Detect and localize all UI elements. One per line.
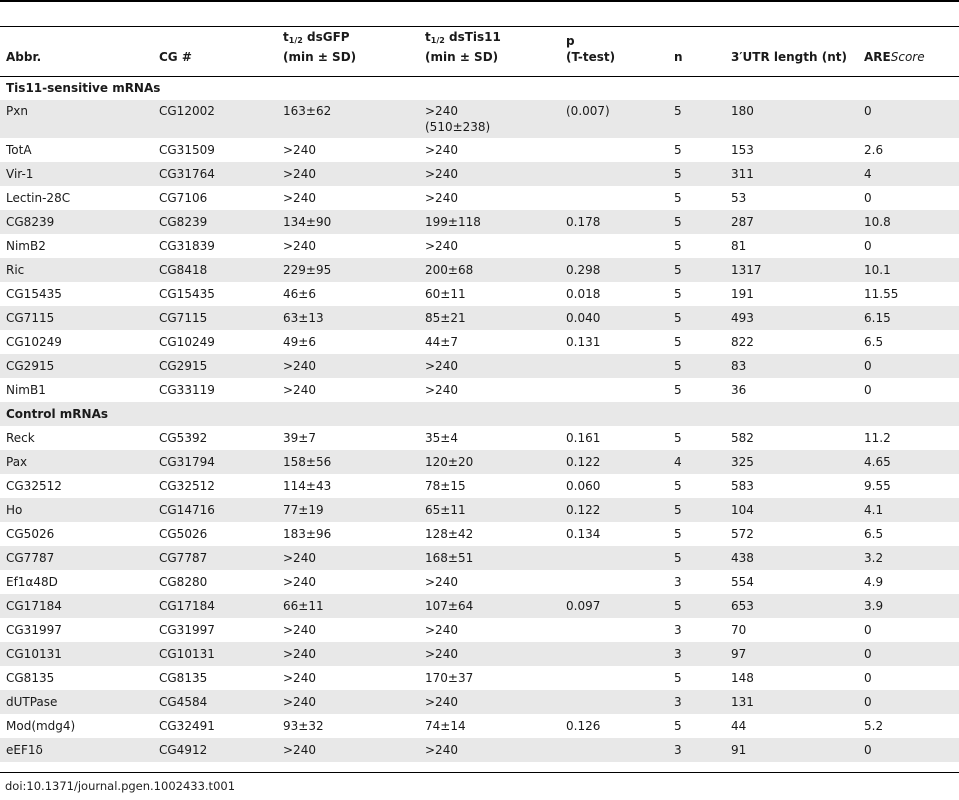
cell-t-tis: 44±7 <box>425 335 458 349</box>
cell-are: 5.2 <box>864 719 884 733</box>
section-title: Control mRNAs <box>0 402 959 426</box>
cell-t-gfp: >240 <box>283 671 316 685</box>
cell-p <box>560 186 668 210</box>
cell-are: 0 <box>864 191 872 205</box>
cell-t-gfp: 63±13 <box>277 306 419 330</box>
cell-are: 11.55 <box>864 287 899 301</box>
cell-utr: 70 <box>731 623 747 637</box>
cell-utr: 287 <box>725 210 858 234</box>
cell-abbr: CG10131 <box>0 642 153 666</box>
cell-cg: CG31997 <box>159 623 215 637</box>
cell-t-tis: >240 <box>419 738 560 762</box>
cell-t-tis: 168±51 <box>419 546 560 570</box>
cell-cg: CG7115 <box>153 306 277 330</box>
cell-utr: 131 <box>725 690 858 714</box>
cell-t-tis: 199±118 <box>419 210 560 234</box>
table-body <box>0 76 959 762</box>
cell-are: 6.5 <box>864 335 884 349</box>
cell-abbr: CG17184 <box>0 594 153 618</box>
table-row <box>0 522 959 546</box>
cell-t-gfp: 66±11 <box>277 594 419 618</box>
cell-utr: 583 <box>731 479 754 493</box>
cell-are: 10.1 <box>858 258 959 282</box>
cell-n: 5 <box>674 143 682 157</box>
cell-are: 0 <box>864 239 872 253</box>
cell-p: 0.178 <box>560 210 668 234</box>
cell-n: 4 <box>668 450 725 474</box>
cell-t-gfp: 163±62 <box>277 100 419 138</box>
cell-cg: CG33119 <box>159 383 215 397</box>
cell-t-gfp: >240 <box>283 239 316 253</box>
cell-utr: 653 <box>725 594 858 618</box>
cell-utr: 36 <box>731 383 747 397</box>
cell-t-gfp: 93±32 <box>283 719 324 733</box>
table-row <box>0 498 959 522</box>
cell-n: 3 <box>674 575 682 589</box>
cell-cg: CG31794 <box>153 450 277 474</box>
table-row <box>0 282 959 306</box>
cell-n: 5 <box>674 719 682 733</box>
cell-utr: 104 <box>725 498 858 522</box>
cell-n: 5 <box>668 306 725 330</box>
cell-cg: CG2915 <box>153 354 277 378</box>
cell-cg: CG31839 <box>159 239 215 253</box>
cell-utr: 493 <box>725 306 858 330</box>
cell-utr: 325 <box>725 450 858 474</box>
cell-n: 5 <box>674 527 682 541</box>
section-title: Tis11-sensitive mRNAs <box>6 81 161 95</box>
table-row <box>0 258 959 282</box>
cell-are: 0 <box>858 690 959 714</box>
table-row <box>0 354 959 378</box>
cell-p: 0.131 <box>566 335 601 349</box>
cell-abbr: Pxn <box>0 100 153 138</box>
cell-p: 0.298 <box>560 258 668 282</box>
cell-p <box>560 618 668 642</box>
cell-t-tis: 35±4 <box>425 431 458 445</box>
cell-n: 3 <box>668 690 725 714</box>
cell-p <box>560 234 668 258</box>
cell-utr: 554 <box>731 575 754 589</box>
cell-t-tis: 78±15 <box>425 479 466 493</box>
cell-t-tis: >240 <box>425 383 458 397</box>
cell-abbr: CG8239 <box>0 210 153 234</box>
cell-p: 0.018 <box>566 287 601 301</box>
col-p-header: p (T-test) <box>566 34 616 64</box>
cell-are: 3.9 <box>858 594 959 618</box>
cell-t-gfp: 134±90 <box>277 210 419 234</box>
col-cg-header: CG # <box>159 50 192 64</box>
cell-are: 10.8 <box>858 210 959 234</box>
cell-t-tis: 120±20 <box>419 450 560 474</box>
cell-utr: 572 <box>731 527 754 541</box>
cell-p: 0.161 <box>566 431 601 445</box>
cell-cg: CG32512 <box>159 479 215 493</box>
table-row <box>0 450 959 474</box>
cell-t-tis: >240 <box>425 191 458 205</box>
table-row <box>0 306 959 330</box>
cell-n: 5 <box>674 671 682 685</box>
cell-n: 5 <box>668 258 725 282</box>
table-row <box>0 546 959 570</box>
cell-p: 0.060 <box>566 479 601 493</box>
col-arescore-header: AREScore <box>864 50 925 64</box>
cell-p: 0.040 <box>560 306 668 330</box>
cell-cg: CG4912 <box>153 738 277 762</box>
cell-cg: CG7787 <box>153 546 277 570</box>
cell-t-gfp: >240 <box>277 738 419 762</box>
cell-p: 0.097 <box>560 594 668 618</box>
cell-t-tis: 170±37 <box>425 671 474 685</box>
cell-abbr: Pax <box>0 450 153 474</box>
cell-n: 5 <box>668 546 725 570</box>
cell-t-tis: 200±68 <box>419 258 560 282</box>
cell-t-gfp: 39±7 <box>283 431 316 445</box>
cell-abbr: CG5026 <box>6 527 55 541</box>
cell-abbr: Mod(mdg4) <box>6 719 76 733</box>
table-row <box>0 474 959 498</box>
cell-n: 5 <box>674 479 682 493</box>
table-row <box>0 330 959 354</box>
cell-abbr: Lectin-28C <box>6 191 71 205</box>
cell-t-tis: 60±11 <box>425 287 466 301</box>
col-t-dsgfp-header: $t_{1/2}$ dsGFP (min ± SD) <box>283 30 357 64</box>
cell-t-gfp: >240 <box>277 162 419 186</box>
cell-t-gfp: 46±6 <box>283 287 316 301</box>
cell-t-gfp: 114±43 <box>283 479 332 493</box>
cell-cg: CG31509 <box>159 143 215 157</box>
cell-utr: 91 <box>725 738 858 762</box>
table-row <box>0 690 959 714</box>
table-row <box>0 210 959 234</box>
cell-n: 5 <box>674 191 682 205</box>
cell-t-gfp: 183±96 <box>283 527 332 541</box>
table-bottom-rule <box>0 772 959 773</box>
cell-abbr: Ef1α48D <box>6 575 58 589</box>
table-row <box>0 618 959 642</box>
cell-are: 3.2 <box>858 546 959 570</box>
cell-are: 0 <box>858 100 959 138</box>
cell-abbr: CG7115 <box>0 306 153 330</box>
header-row <box>0 27 959 76</box>
cell-t-tis: 65±11 <box>419 498 560 522</box>
cell-t-gfp: 77±19 <box>277 498 419 522</box>
cell-n: 5 <box>674 431 682 445</box>
cell-t-tis: >240 (510±238) <box>419 100 560 138</box>
cell-t-gfp: >240 <box>283 191 316 205</box>
table-row <box>0 162 959 186</box>
cell-p <box>560 570 668 594</box>
cell-n: 5 <box>668 162 725 186</box>
cell-abbr: NimB2 <box>6 239 46 253</box>
cell-are: 4.1 <box>858 498 959 522</box>
cell-t-gfp: >240 <box>277 354 419 378</box>
cell-t-tis: >240 <box>419 642 560 666</box>
cell-utr: 822 <box>731 335 754 349</box>
cell-cg: CG17184 <box>153 594 277 618</box>
cell-t-tis: >240 <box>425 143 458 157</box>
table-top-rule <box>0 0 959 2</box>
cell-cg: CG10131 <box>153 642 277 666</box>
table-row <box>0 570 959 594</box>
cell-n: 3 <box>674 623 682 637</box>
cell-t-tis: 85±21 <box>419 306 560 330</box>
cell-utr: 311 <box>725 162 858 186</box>
cell-t-tis: >240 <box>419 690 560 714</box>
cell-are: 4.9 <box>864 575 884 589</box>
cell-are: 0 <box>864 671 872 685</box>
cell-t-gfp: >240 <box>283 143 316 157</box>
cell-cg: CG32491 <box>159 719 215 733</box>
cell-are: 0 <box>864 623 872 637</box>
cell-n: 5 <box>674 287 682 301</box>
cell-abbr: CG7787 <box>0 546 153 570</box>
cell-t-gfp: >240 <box>283 623 316 637</box>
table-row <box>0 714 959 738</box>
cell-cg: CG8418 <box>153 258 277 282</box>
cell-t-gfp: >240 <box>283 575 316 589</box>
cell-utr: 180 <box>725 100 858 138</box>
cell-p: (0.007) <box>560 100 668 138</box>
cell-t-tis: >240 <box>425 575 458 589</box>
table-row <box>0 642 959 666</box>
col-n-header: n <box>674 50 683 64</box>
cell-cg: CG8239 <box>153 210 277 234</box>
cell-are: 11.2 <box>864 431 891 445</box>
cell-abbr: Vir-1 <box>0 162 153 186</box>
cell-utr: 148 <box>731 671 754 685</box>
cell-t-gfp: 229±95 <box>277 258 419 282</box>
cell-p <box>560 162 668 186</box>
cell-are: 0 <box>858 354 959 378</box>
cell-t-gfp: 49±6 <box>283 335 316 349</box>
cell-utr: 191 <box>731 287 754 301</box>
cell-cg: CG8135 <box>159 671 208 685</box>
cell-abbr: Ho <box>0 498 153 522</box>
cell-cg: CG7106 <box>159 191 208 205</box>
cell-n: 3 <box>668 738 725 762</box>
cell-utr: 97 <box>725 642 858 666</box>
cell-n: 5 <box>668 498 725 522</box>
table-row <box>0 138 959 162</box>
cell-p: 0.122 <box>560 498 668 522</box>
cell-n: 5 <box>668 594 725 618</box>
cell-p <box>560 738 668 762</box>
table-row <box>0 234 959 258</box>
cell-utr: 438 <box>725 546 858 570</box>
cell-p <box>560 378 668 402</box>
table-row <box>0 594 959 618</box>
cell-t-tis: >240 <box>419 354 560 378</box>
cell-utr: 81 <box>731 239 747 253</box>
cell-n: 5 <box>668 100 725 138</box>
section-header-row <box>0 402 959 426</box>
cell-t-gfp: >240 <box>283 383 316 397</box>
cell-abbr: CG2915 <box>0 354 153 378</box>
cell-t-gfp: >240 <box>277 690 419 714</box>
cell-t-tis: 107±64 <box>419 594 560 618</box>
cell-t-tis: 128±42 <box>425 527 474 541</box>
cell-p <box>560 138 668 162</box>
cell-p: 0.122 <box>560 450 668 474</box>
cell-are: 2.6 <box>864 143 884 157</box>
cell-cg: CG12002 <box>153 100 277 138</box>
cell-p: 0.126 <box>566 719 601 733</box>
cell-n: 5 <box>668 354 725 378</box>
cell-p <box>560 666 668 690</box>
table-row <box>0 186 959 210</box>
cell-n: 5 <box>674 383 682 397</box>
cell-are: 0 <box>864 383 872 397</box>
cell-cg: CG31764 <box>153 162 277 186</box>
cell-n: 5 <box>674 335 682 349</box>
cell-p <box>560 690 668 714</box>
cell-abbr: CG32512 <box>6 479 62 493</box>
cell-are: 6.15 <box>858 306 959 330</box>
cell-abbr: CG8135 <box>6 671 55 685</box>
cell-utr: 44 <box>731 719 747 733</box>
cell-cg: CG4584 <box>153 690 277 714</box>
cell-t-tis: >240 <box>419 162 560 186</box>
cell-cg: CG5392 <box>159 431 208 445</box>
doi-footer: doi:10.1371/journal.pgen.1002433.t001 <box>5 779 236 793</box>
cell-abbr: Reck <box>6 431 35 445</box>
cell-abbr: eEF1δ <box>0 738 153 762</box>
cell-abbr: TotA <box>6 143 32 157</box>
cell-are: 4 <box>858 162 959 186</box>
cell-utr: 582 <box>731 431 754 445</box>
cell-abbr: NimB1 <box>6 383 46 397</box>
cell-cg: CG5026 <box>159 527 208 541</box>
cell-n: 3 <box>668 642 725 666</box>
cell-n: 5 <box>674 239 682 253</box>
cell-are: 0 <box>858 738 959 762</box>
cell-p <box>560 546 668 570</box>
cell-t-tis: 74±14 <box>425 719 466 733</box>
cell-abbr: CG15435 <box>6 287 62 301</box>
cell-t-tis: >240 <box>425 623 458 637</box>
cell-abbr: Ric <box>0 258 153 282</box>
cell-utr: 83 <box>725 354 858 378</box>
cell-p <box>560 642 668 666</box>
data-table <box>0 27 959 762</box>
cell-t-gfp: >240 <box>277 642 419 666</box>
cell-p: 0.134 <box>566 527 601 541</box>
cell-utr: 53 <box>731 191 747 205</box>
col-utr-length-header: 3′UTR length (nt) <box>731 50 847 64</box>
cell-t-gfp: >240 <box>277 546 419 570</box>
cell-are: 4.65 <box>858 450 959 474</box>
cell-cg: CG14716 <box>153 498 277 522</box>
cell-abbr: CG10249 <box>6 335 62 349</box>
cell-are: 9.55 <box>864 479 891 493</box>
table-row <box>0 738 959 762</box>
cell-cg: CG8280 <box>159 575 208 589</box>
cell-t-gfp: 158±56 <box>277 450 419 474</box>
cell-abbr: CG31997 <box>6 623 62 637</box>
cell-utr: 1317 <box>725 258 858 282</box>
cell-t-tis: >240 <box>425 239 458 253</box>
col-t-dstis11-header: $t_{1/2}$ dsTis11 (min ± SD) <box>425 30 501 64</box>
cell-are: 6.5 <box>864 527 884 541</box>
cell-cg: CG10249 <box>159 335 215 349</box>
table-row <box>0 100 959 138</box>
cell-n: 5 <box>668 210 725 234</box>
cell-p <box>560 354 668 378</box>
cell-cg: CG15435 <box>159 287 215 301</box>
section-header-row <box>0 76 959 100</box>
col-abbr-header: Abbr. <box>6 50 42 64</box>
cell-utr: 153 <box>731 143 754 157</box>
table-row <box>0 378 959 402</box>
table-row <box>0 426 959 450</box>
table-row <box>0 666 959 690</box>
cell-are: 0 <box>858 642 959 666</box>
cell-abbr: dUTPase <box>0 690 153 714</box>
